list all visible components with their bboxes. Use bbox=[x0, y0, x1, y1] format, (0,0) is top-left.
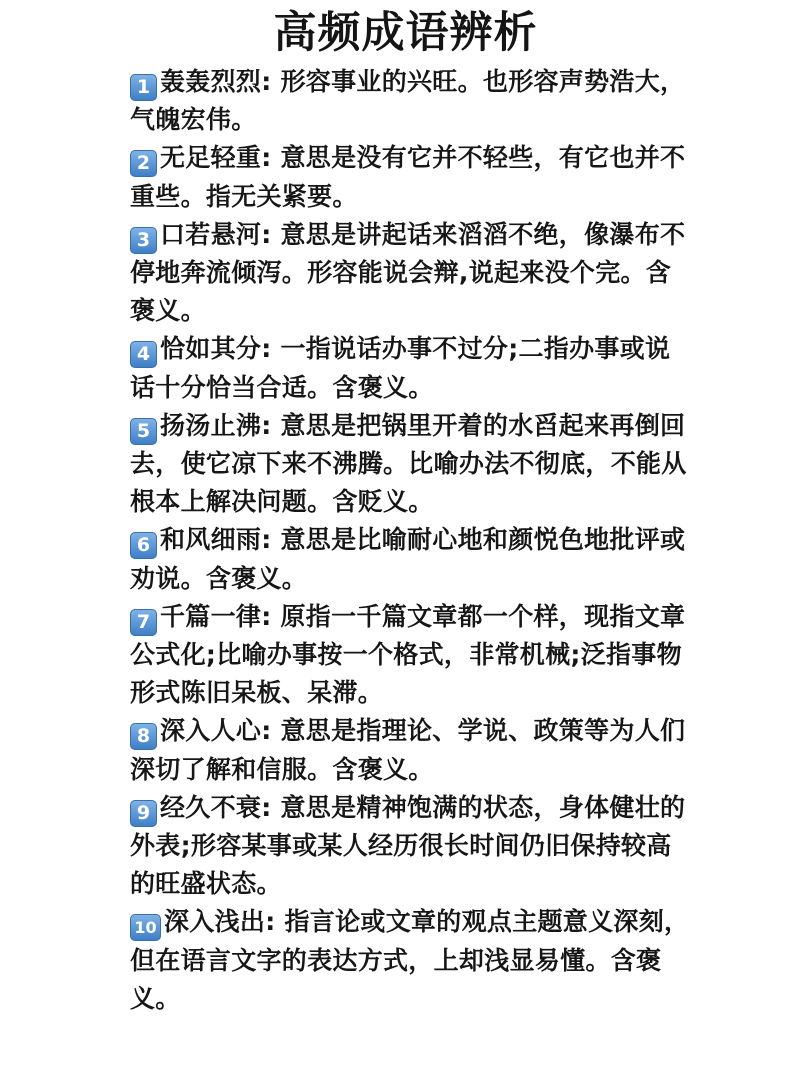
idiom-term: 深入浅出 bbox=[164, 907, 266, 937]
number-badge-icon: 8 bbox=[130, 723, 157, 750]
idiom-term: 恰如其分 bbox=[160, 334, 262, 364]
idiom-term: 无足轻重 bbox=[160, 143, 262, 173]
page-title: 高频成语辨析 bbox=[273, 8, 538, 58]
idiom-term: 深入人心 bbox=[160, 716, 262, 746]
list-item bbox=[130, 407, 690, 522]
idiom-definition: : 意思是指理论、学说、政策等为人们深切了解和信服。含褒义。 bbox=[130, 716, 686, 784]
number-badge-icon: 5 bbox=[130, 418, 157, 445]
idiom-term: 经久不衰 bbox=[160, 792, 262, 822]
list-item bbox=[130, 139, 690, 215]
list-item bbox=[130, 330, 690, 406]
idiom-definition: : 意思是把锅里开着的水舀起来再倒回去，使它凉下来不沸腾。比喻办法不彻底，不能从根本上解决问题。含贬义。 bbox=[130, 410, 687, 517]
idiom-definition: : 意思是讲起话来滔滔不绝，像瀑布不停地奔流倾泻。形容能说会辩,说起来没个完。含褒义。 bbox=[130, 219, 686, 326]
number-badge-icon: 4 bbox=[130, 341, 157, 368]
list-item bbox=[130, 598, 690, 713]
list-item bbox=[130, 712, 690, 788]
idiom-term: 千篇一律 bbox=[160, 601, 262, 631]
list-item bbox=[130, 789, 690, 904]
number-badge-icon: 3 bbox=[130, 227, 157, 254]
idiom-list bbox=[130, 63, 690, 1018]
number-badge-icon: 7 bbox=[130, 609, 157, 636]
idiom-term: 轰轰烈烈 bbox=[160, 67, 262, 96]
idiom-definition: : 意思是精神饱满的状态，身体健壮的外表;形容某事或某人经历很长时间仍旧保持较高的旺盛状态。 bbox=[130, 792, 686, 899]
idiom-definition: : 意思是没有它并不轻些，有它也并不重些。指无关紧要。 bbox=[130, 143, 686, 211]
number-badge-icon: 1 bbox=[130, 74, 157, 101]
idiom-definition: : 形容事业的兴旺。也形容声势浩大，气魄宏伟。 bbox=[130, 67, 686, 135]
number-badge-icon: 9 bbox=[130, 800, 157, 827]
list-item bbox=[130, 903, 690, 1018]
idiom-definition: : 指言论或文章的观点主题意义深刻，但在语言文字的表达方式，上却浅显易懂。含褒义。 bbox=[130, 907, 690, 1013]
list-item bbox=[130, 216, 690, 331]
idiom-term: 和风细雨 bbox=[160, 525, 262, 555]
idiom-definition: : 一指说话办事不过分;二指办事或说话十分恰当合适。含褒义。 bbox=[130, 334, 671, 402]
idiom-definition: : 意思是比喻耐心地和颜悦色地批评或劝说。含褒义。 bbox=[130, 525, 686, 593]
list-item bbox=[130, 63, 690, 139]
number-badge-icon: 10 bbox=[130, 914, 161, 941]
number-badge-icon: 6 bbox=[130, 532, 157, 559]
idiom-term: 扬汤止沸 bbox=[160, 410, 262, 440]
idiom-term: 口若悬河 bbox=[160, 219, 262, 249]
idiom-definition: : 原指一千篇文章都一个样，现指文章公式化;比喻办事按一个格式，非常机械;泛指事物形式陈旧呆板、呆滞。 bbox=[130, 601, 686, 708]
list-item bbox=[130, 521, 690, 597]
number-badge-icon: 2 bbox=[130, 150, 157, 177]
